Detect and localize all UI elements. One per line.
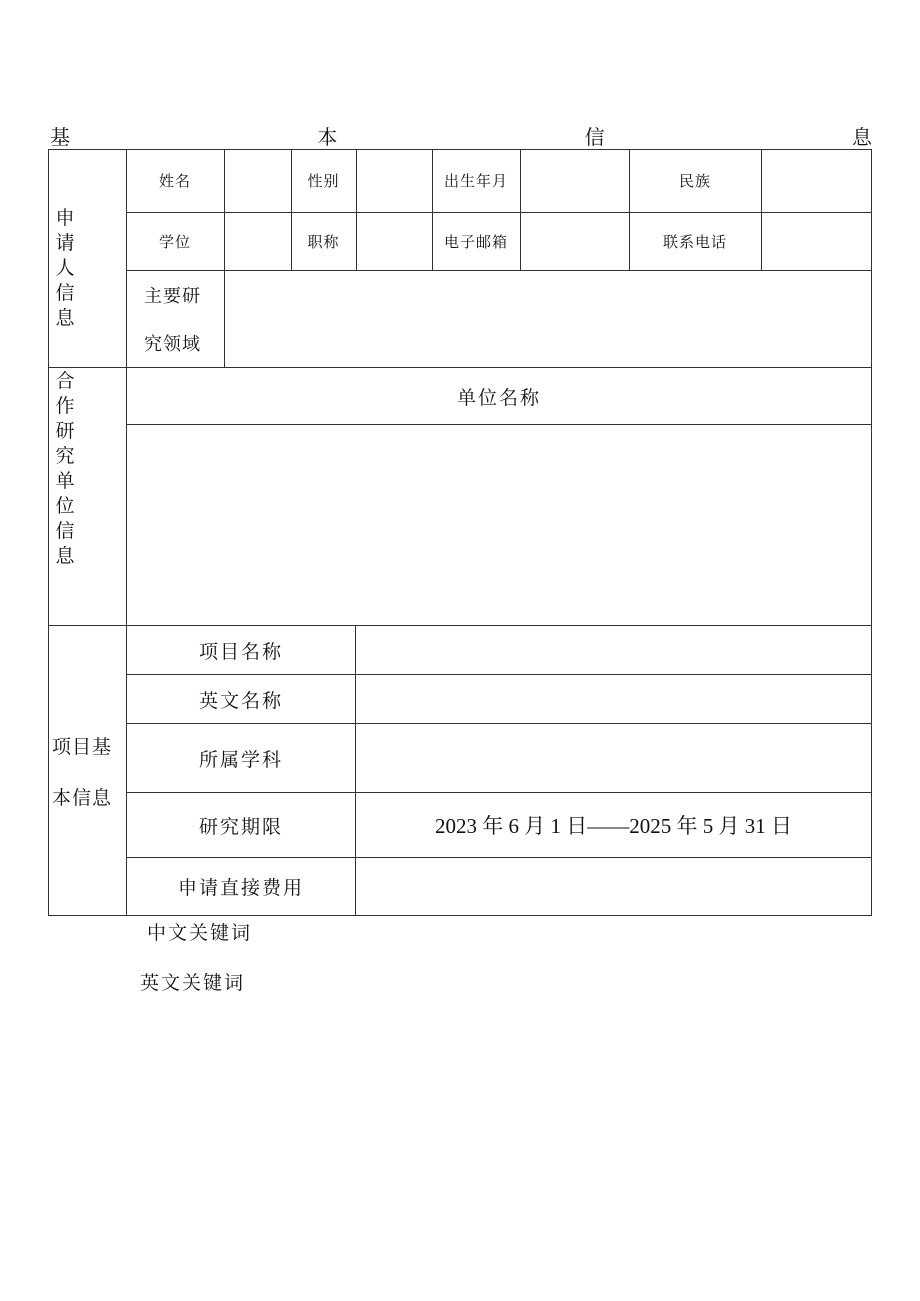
phone-label: 联系电话 [662,232,727,251]
partner-section-label: 合作研究单位信息 [55,370,75,567]
chinese-keywords-label: 中文关键词 [147,922,253,944]
research-field-value[interactable] [225,271,871,367]
english-name-value[interactable] [356,675,871,723]
project-section-label-line1: 项目基 [52,735,113,758]
degree-value[interactable] [225,213,291,270]
email-value[interactable] [521,213,629,270]
phone-value[interactable] [762,213,871,270]
discipline-value[interactable] [356,724,871,792]
border-left [48,149,49,916]
research-field-label-line1: 主要研 [144,286,201,307]
applicant-section-label: 申请人信息 [55,207,75,329]
degree-label: 学位 [158,232,191,251]
research-field-label [144,271,224,367]
info-form [48,149,872,916]
birth-value[interactable] [521,150,629,212]
ethnicity-label: 民族 [678,172,711,190]
border-right [871,149,872,916]
border-bottom [48,915,872,916]
title-label: 职称 [307,232,340,251]
period-value[interactable]: 2023 年 6 月 1 日——2025 年 5 月 31 日 [435,814,792,838]
project-name-label: 项目名称 [198,640,283,663]
page-title [50,122,872,148]
project-section-label [52,626,126,915]
research-field-label-line2: 究领域 [144,334,201,355]
name-value[interactable] [225,150,291,212]
unit-name-value[interactable] [127,425,871,625]
project-section-label-line2: 本信息 [52,786,113,809]
budget-value[interactable] [356,858,871,915]
email-label: 电子邮箱 [443,232,508,251]
discipline-label: 所属学科 [198,748,283,771]
name-label: 姓名 [158,172,191,190]
budget-label: 申请直接费用 [177,877,304,899]
english-name-label: 英文名称 [198,689,283,712]
period-label: 研究期限 [198,815,283,838]
project-name-value[interactable] [356,626,871,674]
title-char-1: 基 [50,124,70,149]
birth-label: 出生年月 [443,172,508,190]
title-char-4: 息 [851,124,872,149]
unit-name-header: 单位名称 [456,386,541,409]
title-char-3: 信 [584,124,605,149]
title-char-2: 本 [317,124,338,149]
gender-label: 性别 [307,172,340,190]
gender-value[interactable] [357,150,432,212]
title-value[interactable] [357,213,432,270]
english-keywords-label: 英文关键词 [140,972,246,994]
ethnicity-value[interactable] [762,150,871,212]
